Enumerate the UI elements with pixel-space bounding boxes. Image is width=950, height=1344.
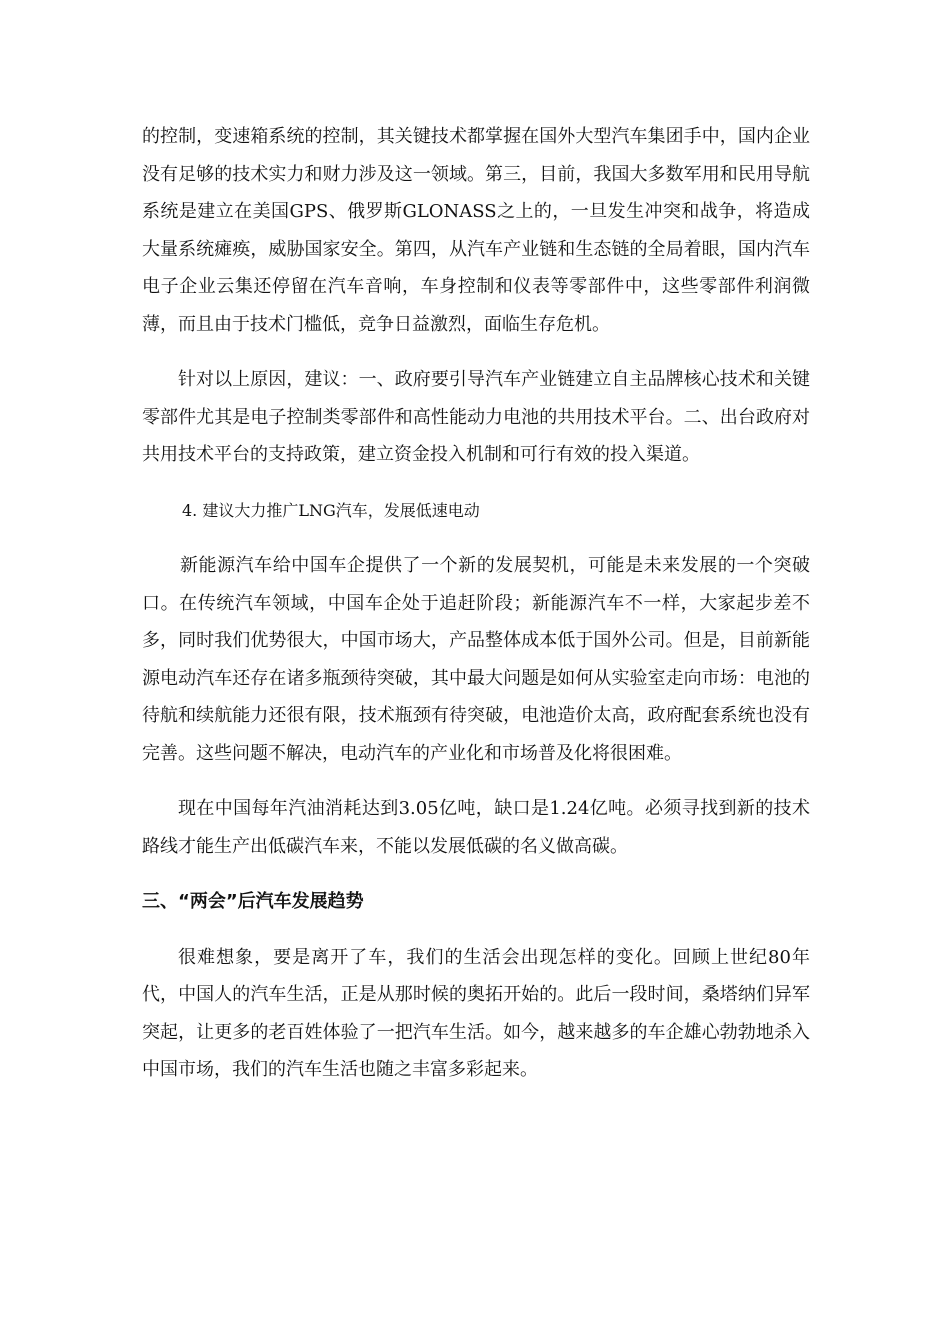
paragraph-3: 新能源汽车给中国车企提供了一个新的发展契机，可能是未来发展的一个突破口。在传统汽车领域，中国车企处于追赶阶段；新能源汽车不一样，大家起步差不多，同时我们优势很大，中国市场大，产品整体成本低于国外公司。但是，目前新能源电动汽车还存在诸多瓶颈待突破，其中最大问题是如何从实验室走向市场：电池的待航和续航能力还很有限，技术瓶颈有待突破，电池造价太高，政府配套系统也没有完善。这些问题不解决，电动汽车的产业化和市场普及化将很困难。 bbox=[142, 555, 810, 764]
document-body bbox=[142, 118, 810, 1089]
paragraph-4: 现在中国每年汽油消耗达到3.05亿吨，缺口是1.24亿吨。必须寻找到新的技术路线才能生产出低碳汽车来，不能以发展低碳的名义做高碳。 bbox=[142, 798, 810, 857]
paragraph-1: 的控制，变速箱系统的控制，其关键技术都掌握在国外大型汽车集团手中，国内企业没有足够的技术实力和财力涉及这一领域。第三，目前，我国大多数军用和民用导航系统是建立在美国GPS、俄罗斯GLONASS之上的，一旦发生冲突和战争，将造成大量系统瘫痪，威胁国家安全。第四，从汽车产业链和生态链的全局着眼，国内汽车电子企业云集还停留在汽车音响，车身控制和仪表等零部件中，这些零部件利润微薄，而且由于技术门槛低，竞争日益激烈，面临生存危机。 bbox=[142, 126, 810, 335]
subheading-lng: 4. 建议大力推广LNG汽车，发展低速电动 bbox=[182, 500, 480, 520]
paragraph-2: 针对以上原因，建议：一、政府要引导汽车产业链建立自主品牌核心技术和关键零部件尤其是电子控制类零部件和高性能动力电池的共用技术平台。二、出台政府对共用技术平台的支持政策，建立资金投入机制和可行有效的投入渠道。 bbox=[142, 369, 810, 465]
paragraph-5: 很难想象，要是离开了车，我们的生活会出现怎样的变化。回顾上世纪80年代，中国人的汽车生活，正是从那时候的奥拓开始的。此后一段时间，桑塔纳们异军突起，让更多的老百姓体验了一把汽车生活。如今，越来越多的车企雄心勃勃地杀入中国市场，我们的汽车生活也随之丰富多彩起来。 bbox=[142, 946, 810, 1080]
section-heading: 三、“两会”后汽车发展趋势 bbox=[142, 891, 364, 912]
